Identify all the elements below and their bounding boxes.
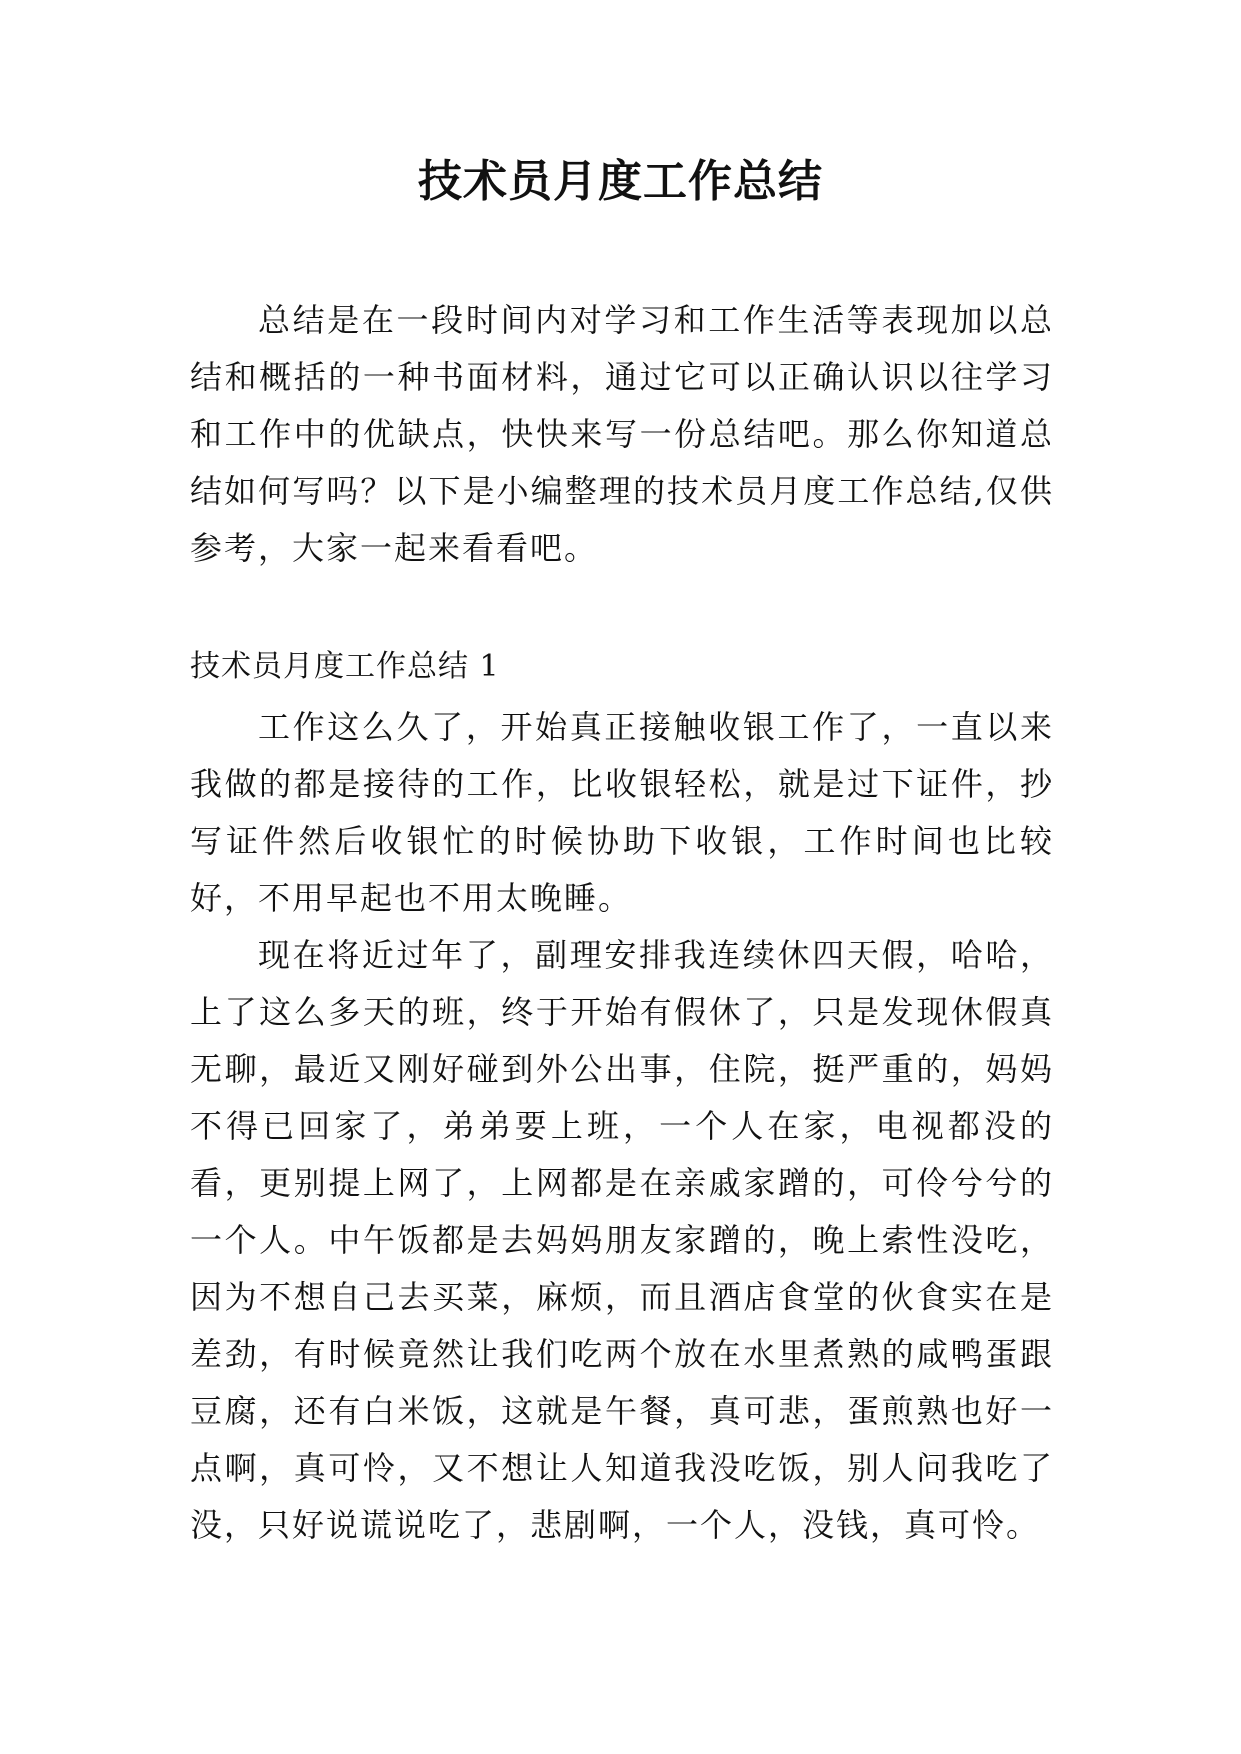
body-paragraph-2: 现在将近过年了，副理安排我连续休四天假，哈哈，上了这么多天的班，终于开始有假休了，只是发现休假真无聊，最近又刚好碰到外公出事，住院，挺严重的，妈妈不得已回家了，弟弟要上班，一个人在家，电视都没的看，更别提上网了，上网都是在亲戚家蹭的，可伶兮兮的一个人。中午饭都是去妈妈朋友家蹭的，晚上索性没吃，因为不想自己去买菜，麻烦，而且酒店食堂的伙食实在是差劲，有时候竟然让我们吃两个放在水里煮熟的咸鸭蛋跟豆腐，还有白米饭，这就是午餐，真可悲，蛋煎熟也好一点啊，真可怜，又不想让人知道我没吃饭，别人问我吃了没，只好说谎说吃了，悲剧啊，一个人，没钱，真可怜。 — [190, 936, 1054, 1544]
intro-paragraph: 总结是在一段时间内对学习和工作生活等表现加以总结和概括的一种书面材料，通过它可以正确认识以往学习和工作中的优缺点，快快来写一份总结吧。那么你知道总结如何写吗？以下是小编整理的技术员月度工作总结,仅供参考，大家一起来看看吧。 — [190, 301, 1054, 567]
document-title: 技术员月度工作总结 — [418, 156, 823, 207]
section-heading: 技术员月度工作总结 1 — [190, 649, 500, 684]
body-paragraph-1: 工作这么久了，开始真正接触收银工作了，一直以来我做的都是接待的工作，比收银轻松，就是过下证件，抄写证件然后收银忙的时候协助下收银，工作时间也比较好，不用早起也不用太晚睡。 — [190, 708, 1054, 917]
